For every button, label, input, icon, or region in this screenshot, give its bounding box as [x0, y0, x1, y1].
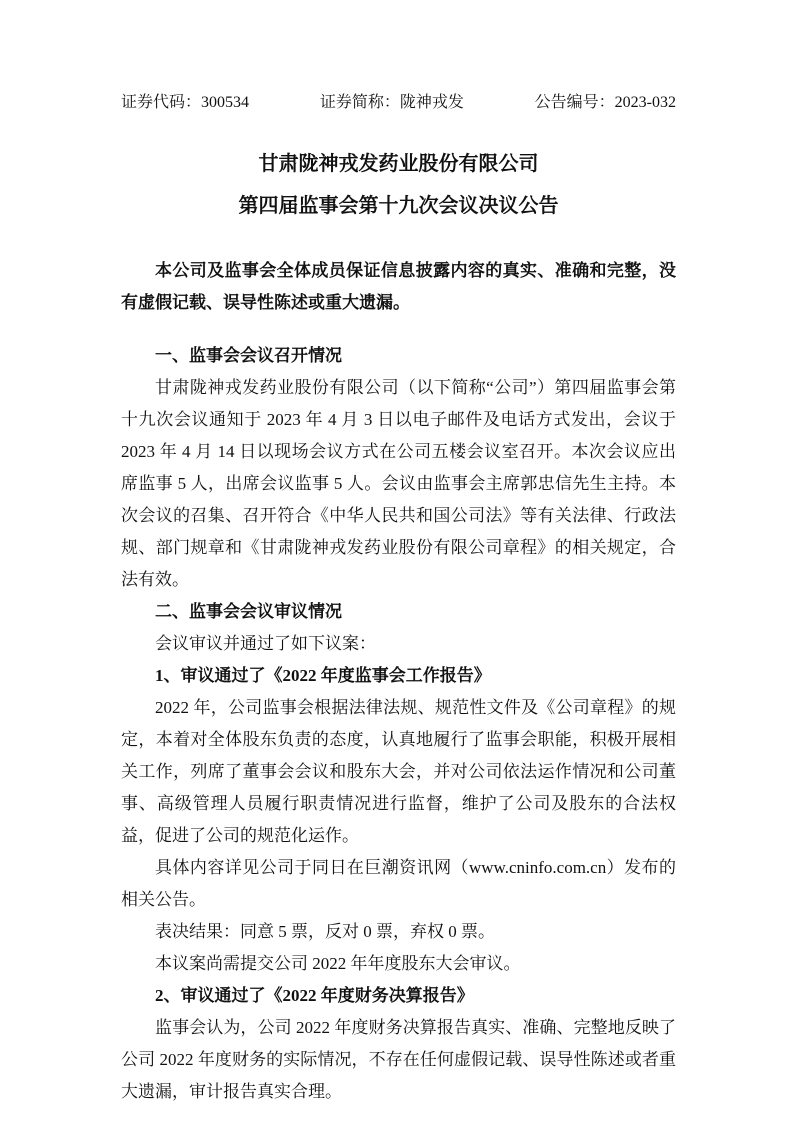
section2-intro: 会议审议并通过了如下议案： [155, 634, 376, 653]
truthfulness-declaration: 本公司及监事会全体成员保证信息披露内容的真实、准确和完整，没有虚假记载、误导性陈述或重大遗漏。 [121, 261, 676, 312]
item1-body: 2022 年，公司监事会根据法律法规、规范性文件及《公司章程》的规定，本着对全体股东负责的态度，认真地履行了监事会职能，积极开展相关工作，列席了董事会会议和股东大会，并对公司依法运作情况和公司董事、高级管理人员履行职责情况进行监督，维护了公司及股东的合法权益，促进了公司的规范化运作。 [121, 698, 676, 845]
announcement-title: 第四届监事会第十九次会议决议公告 [238, 195, 559, 217]
section2-heading: 二、监事会会议审议情况 [155, 602, 342, 621]
item1-heading: 1、审议通过了《2022 年度监事会工作报告》 [155, 666, 491, 685]
item1-detail: 具体内容详见公司于同日在巨潮资讯网（www.cninfo.com.cn）发布的相关公告。 [121, 858, 676, 909]
stock-code: 证券代码：300534 [121, 94, 250, 111]
title-block [121, 143, 676, 227]
section1-heading: 一、监事会会议召开情况 [155, 346, 342, 365]
item1-note: 本议案尚需提交公司 2022 年年度股东大会审议。 [155, 954, 521, 973]
item2-heading: 2、审议通过了《2022 年度财务决算报告》 [155, 986, 474, 1005]
item1-vote-result: 表决结果：同意 5 票，反对 0 票，弃权 0 票。 [155, 922, 495, 941]
announcement-number: 公告编号：2023-032 [534, 94, 676, 111]
section1-body: 甘肃陇神戎发药业股份有限公司（以下简称“公司”）第四届监事会第十九次会议通知于 2023 年 4 月 3 日以电子邮件及电话方式发出，会议于 2023 年 4 月 14 日以现场会议方式在公司五楼会议室召开。本次会议应出席监事 5 人，出席会议监事 5 人。会议由监事会主席郭忠信先生主持。本次会议的召集、召开符合《中华人民共和国公司法》等有关法律、行政法规、部门规章和《甘肃陇神戎发药业股份有限公司章程》的相关规定，合法有效。 [121, 378, 676, 589]
stock-abbreviation: 证券简称：陇神戎发 [319, 94, 464, 111]
company-name-title: 甘肃陇神戎发药业股份有限公司 [258, 153, 539, 175]
item2-body: 监事会认为，公司 2022 年度财务决算报告真实、准确、完整地反映了公司 2022 年度财务的实际情况，不存在任何虚假记载、误导性陈述或者重大遗漏，审计报告真实合理。 [121, 1018, 676, 1101]
document-header [121, 93, 676, 113]
